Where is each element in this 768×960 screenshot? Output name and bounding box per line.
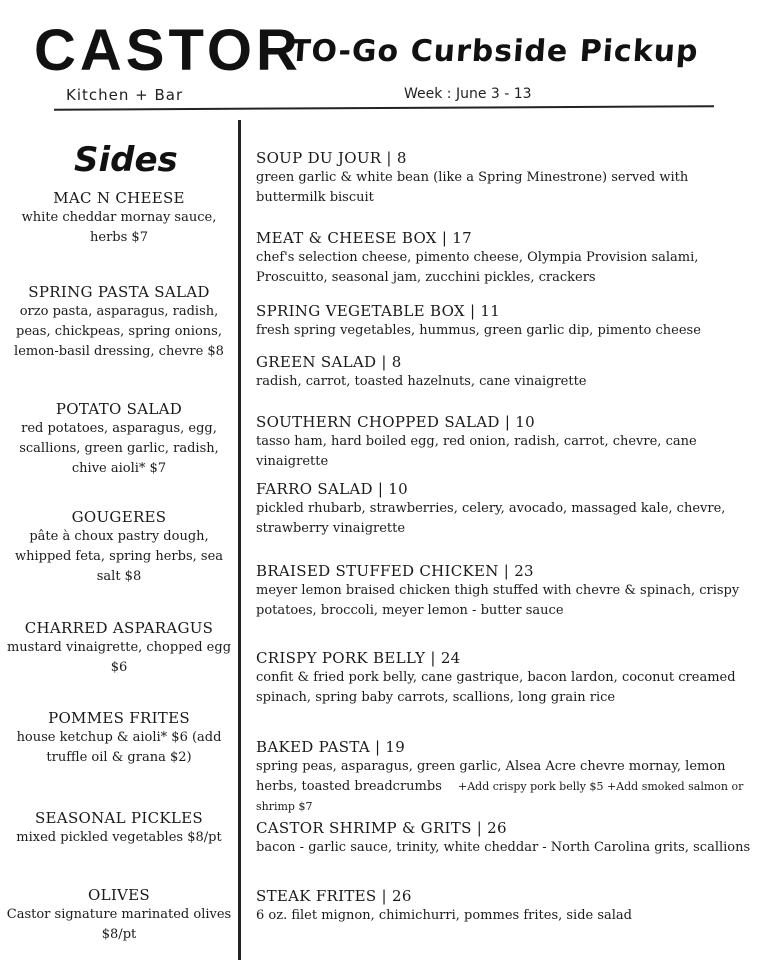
column-divider	[238, 120, 241, 960]
main-item	[256, 818, 756, 858]
main-item	[256, 886, 756, 926]
side-item-name: CHARRED ASPARAGUS	[24, 619, 214, 637]
side-item	[0, 188, 238, 248]
main-item-name: STEAK FRITES | 26	[256, 887, 412, 905]
brand-logo: CASTOR	[34, 18, 302, 83]
side-item	[0, 885, 238, 945]
side-item	[0, 399, 238, 479]
side-item-desc: mustard vinaigrette, chopped egg $6	[6, 640, 232, 675]
main-item-desc: pickled rhubarb, strawberries, celery, avocado, massaged kale, chevre, strawberry vinaigrette	[256, 501, 726, 536]
main-item-name: BRAISED STUFFED CHICKEN | 23	[256, 562, 534, 580]
side-item-name: OLIVES	[87, 886, 151, 904]
side-item-desc: red potatoes, asparagus, egg, scallions, green garlic, radish, chive aioli* $7	[19, 421, 219, 476]
main-item-addon: +Add crispy pork belly $5 +Add smoked salmon or shrimp $7	[256, 780, 744, 813]
main-item-desc: green garlic & white bean (like a Spring Minestrone) served with buttermilk biscuit	[256, 170, 689, 205]
side-item-name: SPRING PASTA SALAD	[28, 283, 210, 301]
main-item-name: BAKED PASTA | 19	[256, 738, 406, 756]
main-item-desc: meyer lemon braised chicken thigh stuffed with chevre & spinach, crispy potatoes, broccoli, meyer lemon - butter sauce	[256, 583, 740, 618]
side-item	[0, 282, 238, 362]
header-divider	[54, 105, 714, 110]
side-item-name: POMMES FRITES	[48, 709, 190, 727]
main-item-name: MEAT & CHEESE BOX | 17	[256, 229, 472, 247]
side-item-desc: pâte à choux pastry dough, whipped feta, spring herbs, sea salt $8	[14, 529, 224, 584]
main-item-name: GREEN SALAD | 8	[256, 353, 402, 371]
side-item-name: SEASONAL PICKLES	[34, 809, 203, 827]
menu-header	[0, 0, 768, 120]
side-item	[0, 808, 238, 848]
side-item-desc: mixed pickled vegetables $8/pt	[16, 830, 222, 845]
side-item	[0, 618, 238, 678]
main-item-desc: fresh spring vegetables, hummus, green garlic dip, pimento cheese	[256, 323, 701, 338]
main-item-name: SOUP DU JOUR | 8	[256, 149, 407, 167]
main-item	[256, 561, 756, 621]
side-item	[0, 507, 238, 587]
main-item	[256, 228, 756, 288]
side-item-desc: orzo pasta, asparagus, radish, peas, chickpeas, spring onions, lemon-basil dressing, chevre $8	[14, 304, 224, 359]
main-item-desc: radish, carrot, toasted hazelnuts, cane vinaigrette	[256, 374, 587, 389]
menu-title: TO-Go Curbside Pickup	[288, 34, 700, 69]
main-item-name: CRISPY PORK BELLY | 24	[256, 649, 461, 667]
main-item	[256, 148, 756, 208]
menu-week: Week : June 3 - 13	[404, 86, 532, 102]
main-item-desc: bacon - garlic sauce, trinity, white cheddar - North Carolina grits, scallions	[256, 840, 751, 855]
main-item-name: FARRO SALAD | 10	[256, 480, 408, 498]
side-item-desc: Castor signature marinated olives $8/pt	[6, 907, 232, 942]
side-item-desc: white cheddar mornay sauce, herbs $7	[21, 210, 217, 245]
main-item	[256, 352, 756, 392]
main-item-desc: 6 oz. filet mignon, chimichurri, pommes frites, side salad	[256, 908, 633, 923]
side-item-name: GOUGERES	[71, 508, 167, 526]
main-item	[256, 479, 756, 539]
side-item-desc: house ketchup & aioli* $6 (add truffle oil & grana $2)	[16, 730, 222, 765]
main-item	[256, 648, 756, 708]
side-item-name: MAC N CHEESE	[53, 189, 185, 207]
main-item-desc: tasso ham, hard boiled egg, red onion, radish, carrot, chevre, cane vinaigrette	[256, 434, 697, 469]
side-item-name: POTATO SALAD	[55, 400, 183, 418]
side-item	[0, 708, 238, 768]
main-item	[256, 737, 756, 817]
main-item-name: SOUTHERN CHOPPED SALAD | 10	[256, 413, 535, 431]
brand-subtitle: Kitchen + Bar	[66, 86, 184, 104]
main-item-desc: chef's selection cheese, pimento cheese, Olympia Provision salami, Proscuitto, seasonal jam, zucchini pickles, crackers	[256, 250, 699, 285]
main-item-desc: confit & fried pork belly, cane gastrique, bacon lardon, coconut creamed spinach, spring baby carrots, scallions, long grain rice	[256, 670, 736, 705]
main-item-name: CASTOR SHRIMP & GRITS | 26	[256, 819, 507, 837]
main-item-desc	[256, 757, 756, 817]
main-item	[256, 301, 756, 341]
sides-heading: Sides	[74, 140, 178, 180]
main-item-desc-text: spring peas, asparagus, green garlic, Alsea Acre chevre mornay, lemon herbs, toasted breadcrumbs	[256, 759, 726, 794]
main-item-name: SPRING VEGETABLE BOX | 11	[256, 302, 501, 320]
main-item	[256, 412, 756, 472]
